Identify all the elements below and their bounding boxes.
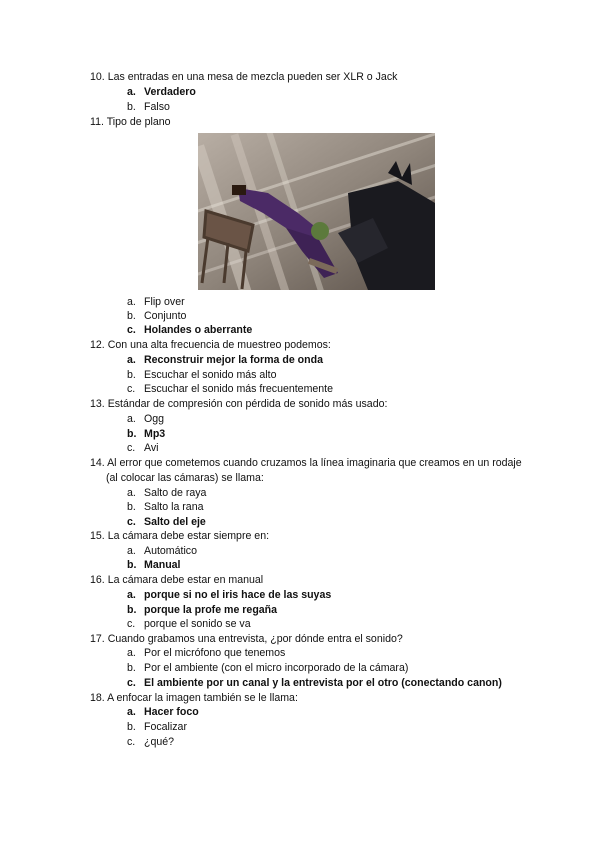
option: b. Salto la rana [127,501,204,513]
question-14 [90,456,530,485]
option: c. porque el sonido se va [127,618,251,630]
question-number: 13. [90,398,105,410]
question-16 [90,573,530,588]
question-17 [90,632,530,647]
question-text: Cuando grabamos una entrevista, ¿por dónde entra el sonido? [107,633,403,645]
dutch-angle-shot-illustration [198,133,435,290]
option: b. Mp3 [127,428,166,440]
question-number: 16. [90,574,105,586]
option: c. Avi [127,442,159,454]
question-number: 18. [90,692,105,704]
option: c. Salto del eje [127,516,206,528]
option: a. Reconstruir mejor la forma de onda [127,354,323,366]
question-text: La cámara debe estar en manual [107,574,264,586]
film-still-image [198,133,435,290]
question-18 [90,691,530,706]
question-number: 14. [90,457,105,469]
question-text: Con una alta frecuencia de muestreo podemos: [107,339,331,351]
question-11 [90,115,530,130]
option: b. Manual [127,559,181,571]
option: a. Hacer foco [127,706,199,718]
question-text: A enfocar la imagen también se le llama: [107,692,298,704]
option: a. Por el micrófono que tenemos [127,647,286,659]
option: b. Por el ambiente (con el micro incorporado de la cámara) [127,662,409,674]
question-number: 10. [90,71,105,83]
option: a. porque si no el iris hace de las suyas [127,589,332,601]
option: c. Holandes o aberrante [127,324,253,336]
question-number: 15. [90,530,105,542]
question-text: Tipo de plano [106,116,171,128]
question-13 [90,397,530,412]
question-10 [90,70,530,85]
option: c. Escuchar el sonido más frecuentemente [127,383,334,395]
option: a. Automático [127,545,197,557]
option: c. ¿qué? [127,736,175,748]
question-12 [90,338,530,353]
question-number: 17. [90,633,105,645]
option: a. Flip over [127,296,185,308]
option: a. Ogg [127,413,165,425]
option: b. Focalizar [127,721,187,733]
option: b. porque la profe me regaña [127,604,278,616]
option: a. Salto de raya [127,487,207,499]
question-text: La cámara debe estar siempre en: [107,530,270,542]
question-number: 12. [90,339,105,351]
option: b. Falso [127,101,170,113]
option: b. Conjunto [127,310,187,322]
question-number: 11. [90,116,104,128]
question-text: Al error que cometemos cuando cruzamos la línea imaginaria que creamos en un rodaje (al colocar las cámaras) se llama: [106,457,522,484]
option: b. Escuchar el sonido más alto [127,369,277,381]
question-text: Las entradas en una mesa de mezcla pueden ser XLR o Jack [107,71,398,83]
option: c. El ambiente por un canal y la entrevista por el otro (conectando canon) [127,677,502,689]
question-text: Estándar de compresión con pérdida de sonido más usado: [107,398,388,410]
option: a. Verdadero [127,86,196,98]
question-15 [90,529,530,544]
